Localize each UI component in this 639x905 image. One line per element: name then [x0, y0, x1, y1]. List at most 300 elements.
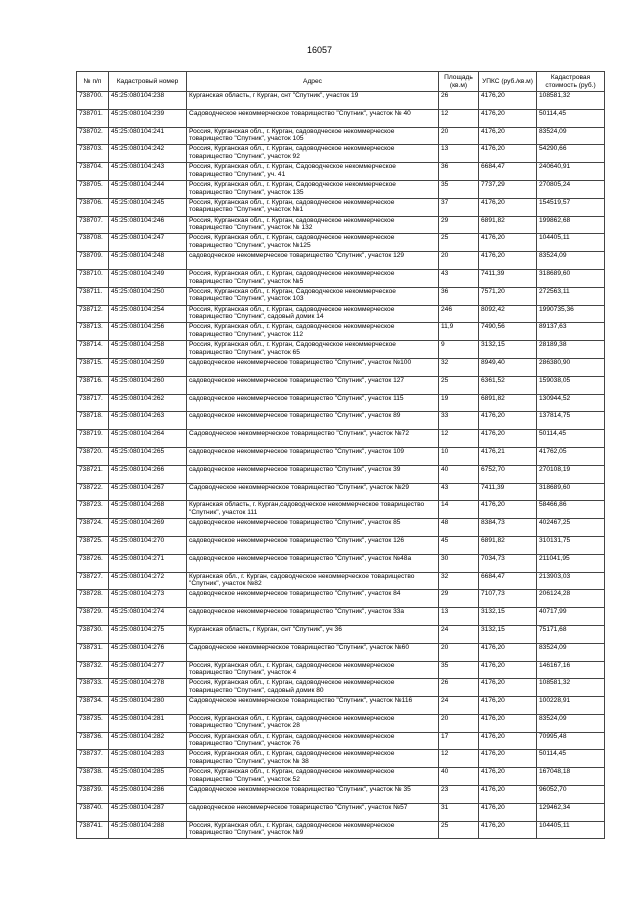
cell-address: Россия, Курганская обл., г. Курган, садоводческое некоммерческое товарищество "Спутник", участок № 132 — [187, 216, 439, 234]
cell-num: 738700. — [77, 92, 109, 110]
table-row — [77, 697, 605, 715]
cell-address: Садоводческое некоммерческое товарищество "Спутник", участок № 40 — [187, 109, 439, 127]
cell-upks: 4176,20 — [479, 679, 537, 697]
cell-address: Садоводческое некоммерческое товарищество "Спутник", участок №116 — [187, 697, 439, 715]
table-row — [77, 92, 605, 110]
cell-cadastral-cost: 104405,11 — [537, 821, 605, 839]
cell-cadastral-number: 45:25:080104:246 — [109, 216, 187, 234]
table-row — [77, 572, 605, 590]
cell-upks: 7107,73 — [479, 590, 537, 608]
table-row — [77, 554, 605, 572]
cell-address: Россия, Курганская обл., г. Курган, садоводческое некоммерческое товарищество "Спутник", садовый домик 14 — [187, 305, 439, 323]
cell-address: садоводческое некоммерческое товарищество "Спутник", участок 39 — [187, 465, 439, 483]
cell-cadastral-cost: 240640,91 — [537, 163, 605, 181]
cell-area: 25 — [439, 234, 479, 252]
table-row — [77, 750, 605, 768]
cell-area: 25 — [439, 821, 479, 839]
cell-cadastral-number: 45:25:080104:273 — [109, 590, 187, 608]
cell-upks: 4176,20 — [479, 732, 537, 750]
cell-num: 738734. — [77, 697, 109, 715]
table-row — [77, 180, 605, 198]
cell-cadastral-cost: 40717,99 — [537, 608, 605, 626]
cell-area: 36 — [439, 163, 479, 181]
cell-num: 738705. — [77, 180, 109, 198]
cell-cadastral-cost: 104405,11 — [537, 234, 605, 252]
cell-num: 738708. — [77, 234, 109, 252]
cell-cadastral-number: 45:25:080104:287 — [109, 803, 187, 821]
table-row — [77, 341, 605, 359]
cell-area: 35 — [439, 661, 479, 679]
cell-address: садоводческое некоммерческое товарищество "Спутник", участок 127 — [187, 376, 439, 394]
cell-area: 26 — [439, 92, 479, 110]
cell-cadastral-number: 45:25:080104:266 — [109, 465, 187, 483]
cell-upks: 6891,82 — [479, 394, 537, 412]
cell-cadastral-number: 45:25:080104:267 — [109, 483, 187, 501]
table-row — [77, 590, 605, 608]
cell-address: Россия, Курганская обл., г. Курган, садоводческое некоммерческое товарищество "Спутник", участок 112 — [187, 323, 439, 341]
cell-address: Россия, Курганская обл., г. Курган, Садоводческое некоммерческое товарищество "Спутник", участок 103 — [187, 287, 439, 305]
header-cadastral-number: Кадастровый номер — [109, 72, 187, 92]
cell-address: садоводческое некоммерческое товарищество "Спутник", участок 109 — [187, 447, 439, 465]
cell-cadastral-number: 45:25:080104:250 — [109, 287, 187, 305]
cell-cadastral-number: 45:25:080104:276 — [109, 643, 187, 661]
cell-address: садоводческое некоммерческое товарищество "Спутник", участок 126 — [187, 536, 439, 554]
cell-num: 738736. — [77, 732, 109, 750]
cell-area: 14 — [439, 501, 479, 519]
cell-upks: 6684,47 — [479, 572, 537, 590]
cell-num: 738709. — [77, 252, 109, 270]
table-row — [77, 163, 605, 181]
cell-cadastral-number: 45:25:080104:245 — [109, 198, 187, 216]
cell-area: 20 — [439, 252, 479, 270]
cell-area: 20 — [439, 714, 479, 732]
cell-cadastral-cost: 270108,19 — [537, 465, 605, 483]
cell-upks: 4176,20 — [479, 252, 537, 270]
cell-num: 738727. — [77, 572, 109, 590]
cell-num: 738740. — [77, 803, 109, 821]
table-row — [77, 127, 605, 145]
cell-upks: 3132,15 — [479, 608, 537, 626]
cell-upks: 7490,56 — [479, 323, 537, 341]
table-row — [77, 412, 605, 430]
cell-num: 738702. — [77, 127, 109, 145]
cell-area: 37 — [439, 198, 479, 216]
table-row — [77, 536, 605, 554]
cell-address: Россия, Курганская обл., г. Курган, садоводческое некоммерческое товарищество "Спутник", участок № 38 — [187, 750, 439, 768]
cell-address: садоводческое некоммерческое товарищество "Спутник", участок 85 — [187, 519, 439, 537]
cell-upks: 3132,15 — [479, 341, 537, 359]
cell-num: 738738. — [77, 768, 109, 786]
cell-cadastral-number: 45:25:080104:244 — [109, 180, 187, 198]
cell-num: 738741. — [77, 821, 109, 839]
cell-num: 738732. — [77, 661, 109, 679]
cell-address: Россия, Курганская обл., г. Курган, Садоводческое некоммерческое товарищество "Спутник", участок 65 — [187, 341, 439, 359]
cell-area: 20 — [439, 643, 479, 661]
cell-area: 23 — [439, 786, 479, 804]
cell-cadastral-number: 45:25:080104:265 — [109, 447, 187, 465]
header-num: № п/п — [77, 72, 109, 92]
cell-cadastral-number: 45:25:080104:248 — [109, 252, 187, 270]
cell-cadastral-cost: 270805,24 — [537, 180, 605, 198]
cell-cadastral-cost: 318689,60 — [537, 269, 605, 287]
table-row — [77, 608, 605, 626]
table-row — [77, 198, 605, 216]
cell-cadastral-cost: 100228,91 — [537, 697, 605, 715]
table-row — [77, 234, 605, 252]
table-body — [77, 92, 605, 839]
cell-area: 25 — [439, 376, 479, 394]
cell-num: 738737. — [77, 750, 109, 768]
cell-cadastral-number: 45:25:080104:268 — [109, 501, 187, 519]
cell-cadastral-cost: 108581,32 — [537, 92, 605, 110]
cell-cadastral-number: 45:25:080104:249 — [109, 269, 187, 287]
cell-area: 48 — [439, 519, 479, 537]
cell-address: Россия, Курганская обл., г. Курган, садоводческое некоммерческое товарищество "Спутник", участок 4 — [187, 661, 439, 679]
cell-address: Россия, Курганская обл., г. Курган, садоводческое некоммерческое товарищество "Спутник", участок 28 — [187, 714, 439, 732]
cell-cadastral-cost: 50114,45 — [537, 430, 605, 448]
cell-address: Садоводческое некоммерческое товарищество "Спутник", участок №60 — [187, 643, 439, 661]
cell-upks: 6891,82 — [479, 216, 537, 234]
cell-upks: 4176,21 — [479, 447, 537, 465]
cell-cadastral-cost: 199862,68 — [537, 216, 605, 234]
cell-cadastral-cost: 83524,09 — [537, 643, 605, 661]
table-row — [77, 447, 605, 465]
cell-area: 43 — [439, 269, 479, 287]
cell-upks: 6684,47 — [479, 163, 537, 181]
cell-upks: 7737,29 — [479, 180, 537, 198]
cell-cadastral-number: 45:25:080104:277 — [109, 661, 187, 679]
cell-cadastral-number: 45:25:080104:254 — [109, 305, 187, 323]
cell-cadastral-cost: 137814,75 — [537, 412, 605, 430]
cell-cadastral-number: 45:25:080104:262 — [109, 394, 187, 412]
cell-num: 738735. — [77, 714, 109, 732]
cell-upks: 4176,20 — [479, 412, 537, 430]
cell-area: 20 — [439, 127, 479, 145]
cell-upks: 4176,20 — [479, 92, 537, 110]
cell-num: 738728. — [77, 590, 109, 608]
cell-upks: 4176,20 — [479, 501, 537, 519]
cell-area: 24 — [439, 697, 479, 715]
cell-address: садоводческое некоммерческое товарищество "Спутник", участок №57 — [187, 803, 439, 821]
cell-cadastral-cost: 129462,34 — [537, 803, 605, 821]
cell-cadastral-cost: 70995,48 — [537, 732, 605, 750]
cell-cadastral-cost: 50114,45 — [537, 109, 605, 127]
cell-address: Россия, Курганская обл., г. Курган, Садоводческое некоммерческое товарищество "Спутник", участок 135 — [187, 180, 439, 198]
table-row — [77, 643, 605, 661]
cell-cadastral-cost: 159038,05 — [537, 376, 605, 394]
cell-upks: 3132,15 — [479, 625, 537, 643]
cell-cadastral-cost: 89137,63 — [537, 323, 605, 341]
cell-upks: 4176,20 — [479, 643, 537, 661]
cell-upks: 4176,20 — [479, 198, 537, 216]
cell-upks: 4176,20 — [479, 145, 537, 163]
cell-upks: 8092,42 — [479, 305, 537, 323]
cell-address: Курганская область, г Курган, снт "Спутник", уч 36 — [187, 625, 439, 643]
cell-upks: 4176,20 — [479, 768, 537, 786]
table-row — [77, 821, 605, 839]
table-row — [77, 430, 605, 448]
cell-num: 738719. — [77, 430, 109, 448]
cell-address: Садоводческое некоммерческое товарищество "Спутник", участок №29 — [187, 483, 439, 501]
cell-upks: 4176,20 — [479, 430, 537, 448]
table-row — [77, 661, 605, 679]
cell-num: 738715. — [77, 358, 109, 376]
cell-upks: 4176,20 — [479, 786, 537, 804]
cell-upks: 4176,20 — [479, 714, 537, 732]
cell-cadastral-number: 45:25:080104:278 — [109, 679, 187, 697]
cell-cadastral-number: 45:25:080104:272 — [109, 572, 187, 590]
cell-address: садоводческое некоммерческое товарищество "Спутник", участок №100 — [187, 358, 439, 376]
cell-area: 35 — [439, 180, 479, 198]
cell-cadastral-cost: 83524,09 — [537, 127, 605, 145]
table-row — [77, 269, 605, 287]
cell-upks: 4176,20 — [479, 697, 537, 715]
table-header-row — [77, 72, 605, 92]
cell-address: Россия, Курганская обл., г. Курган, садоводческое некоммерческое товарищество "Спутник", участок №9 — [187, 821, 439, 839]
cell-upks: 8384,73 — [479, 519, 537, 537]
cell-upks: 4176,20 — [479, 803, 537, 821]
cell-upks: 4176,20 — [479, 109, 537, 127]
cell-num: 738726. — [77, 554, 109, 572]
table-row — [77, 519, 605, 537]
table-row — [77, 323, 605, 341]
cell-upks: 4176,20 — [479, 821, 537, 839]
cell-cadastral-cost: 154519,57 — [537, 198, 605, 216]
cell-cadastral-number: 45:25:080104:241 — [109, 127, 187, 145]
table-row — [77, 501, 605, 519]
table-row — [77, 287, 605, 305]
cell-address: Россия, Курганская обл., г. Курган, садоводческое некоммерческое товарищество "Спутник", садовый домик 80 — [187, 679, 439, 697]
table-row — [77, 358, 605, 376]
cell-num: 738739. — [77, 786, 109, 804]
cell-cadastral-number: 45:25:080104:247 — [109, 234, 187, 252]
cell-cadastral-number: 45:25:080104:275 — [109, 625, 187, 643]
cell-area: 13 — [439, 608, 479, 626]
cell-address: Курганская область, г Курган, снт "Спутник", участок 19 — [187, 92, 439, 110]
cell-num: 738712. — [77, 305, 109, 323]
cell-num: 738706. — [77, 198, 109, 216]
cell-cadastral-cost: 50114,45 — [537, 750, 605, 768]
cell-area: 45 — [439, 536, 479, 554]
cell-address: садоводческое некоммерческое товарищество "Спутник", участок 129 — [187, 252, 439, 270]
cell-cadastral-number: 45:25:080104:274 — [109, 608, 187, 626]
cell-address: садоводческое некоммерческое товарищество "Спутник", участок 115 — [187, 394, 439, 412]
cell-cadastral-cost: 167048,18 — [537, 768, 605, 786]
cell-num: 738718. — [77, 412, 109, 430]
header-area: Площадь (кв.м) — [439, 72, 479, 92]
cell-address: Садоводческое некоммерческое товарищество "Спутник", участок №72 — [187, 430, 439, 448]
cell-area: 12 — [439, 430, 479, 448]
table-row — [77, 625, 605, 643]
cell-num: 738733. — [77, 679, 109, 697]
cell-num: 738701. — [77, 109, 109, 127]
cell-cadastral-number: 45:25:080104:270 — [109, 536, 187, 554]
cell-area: 26 — [439, 679, 479, 697]
cell-cadastral-number: 45:25:080104:269 — [109, 519, 187, 537]
cell-num: 738731. — [77, 643, 109, 661]
cell-upks: 4176,20 — [479, 127, 537, 145]
cell-cadastral-number: 45:25:080104:285 — [109, 768, 187, 786]
cell-address: садоводческое некоммерческое товарищество "Спутник", участок 33а — [187, 608, 439, 626]
cell-cadastral-number: 45:25:080104:238 — [109, 92, 187, 110]
header-address: Адрес — [187, 72, 439, 92]
cell-area: 12 — [439, 750, 479, 768]
cell-area: 29 — [439, 216, 479, 234]
cell-upks: 7034,73 — [479, 554, 537, 572]
cell-cadastral-number: 45:25:080104:288 — [109, 821, 187, 839]
cell-cadastral-cost: 286380,90 — [537, 358, 605, 376]
cell-cadastral-number: 45:25:080104:239 — [109, 109, 187, 127]
cell-address: Россия, Курганская обл., г. Курган, Садоводческое некоммерческое товарищество "Спутник", уч. 41 — [187, 163, 439, 181]
cell-upks: 8949,40 — [479, 358, 537, 376]
cell-area: 19 — [439, 394, 479, 412]
cell-cadastral-cost: 75171,68 — [537, 625, 605, 643]
cell-cadastral-cost: 318689,60 — [537, 483, 605, 501]
cell-address: садоводческое некоммерческое товарищество "Спутник", участок №48а — [187, 554, 439, 572]
cell-cadastral-number: 45:25:080104:271 — [109, 554, 187, 572]
table-row — [77, 376, 605, 394]
cell-cadastral-cost: 96052,70 — [537, 786, 605, 804]
cell-cadastral-cost: 41762,05 — [537, 447, 605, 465]
table-row — [77, 252, 605, 270]
cell-cadastral-number: 45:25:080104:258 — [109, 341, 187, 359]
cell-address: Россия, Курганская обл., г. Курган, садоводческое некоммерческое товарищество "Спутник", участок №1 — [187, 198, 439, 216]
cell-cadastral-cost: 402467,25 — [537, 519, 605, 537]
table-row — [77, 786, 605, 804]
cell-cadastral-number: 45:25:080104:243 — [109, 163, 187, 181]
cell-address: Россия, Курганская обл., г. Курган, садоводческое некоммерческое товарищество "Спутник", участок 52 — [187, 768, 439, 786]
cell-cadastral-cost: 108581,32 — [537, 679, 605, 697]
cell-upks: 6891,82 — [479, 536, 537, 554]
cell-num: 738723. — [77, 501, 109, 519]
cell-address: Садоводческое некоммерческое товарищество "Спутник", участок № 35 — [187, 786, 439, 804]
cell-num: 738703. — [77, 145, 109, 163]
cell-upks: 4176,20 — [479, 750, 537, 768]
cell-num: 738729. — [77, 608, 109, 626]
cell-cadastral-number: 45:25:080104:256 — [109, 323, 187, 341]
cell-address: садоводческое некоммерческое товарищество "Спутник", участок 89 — [187, 412, 439, 430]
cell-area: 29 — [439, 590, 479, 608]
cell-area: 9 — [439, 341, 479, 359]
cell-address: Курганская область, г. Курган,садоводческое некоммерческое товарищество "Спутник", участок 111 — [187, 501, 439, 519]
cell-area: 24 — [439, 625, 479, 643]
cell-area: 32 — [439, 358, 479, 376]
page-number: 16057 — [306, 45, 333, 55]
cell-cadastral-cost: 1990735,36 — [537, 305, 605, 323]
cell-area: 246 — [439, 305, 479, 323]
cell-area: 10 — [439, 447, 479, 465]
cell-area: 12 — [439, 109, 479, 127]
cell-address: Россия, Курганская обл., г. Курган, садоводческое некоммерческое товарищество "Спутник", участок 105 — [187, 127, 439, 145]
cell-upks: 6361,52 — [479, 376, 537, 394]
cell-upks: 7571,20 — [479, 287, 537, 305]
cell-cadastral-cost: 211041,95 — [537, 554, 605, 572]
table-row — [77, 768, 605, 786]
cell-area: 40 — [439, 465, 479, 483]
cell-cadastral-cost: 58466,86 — [537, 501, 605, 519]
cell-cadastral-cost: 130944,52 — [537, 394, 605, 412]
table-row — [77, 394, 605, 412]
table-row — [77, 483, 605, 501]
header-upks: УПКС (руб./кв.м) — [479, 72, 537, 92]
cell-address: садоводческое некоммерческое товарищество "Спутник", участок 84 — [187, 590, 439, 608]
cell-address: Россия, Курганская обл., г. Курган, садоводческое некоммерческое товарищество "Спутник", участок 76 — [187, 732, 439, 750]
cell-area: 30 — [439, 554, 479, 572]
cell-upks: 7411,39 — [479, 483, 537, 501]
cell-num: 738707. — [77, 216, 109, 234]
table-row — [77, 732, 605, 750]
cell-cadastral-cost: 83524,09 — [537, 714, 605, 732]
cell-cadastral-cost: 28189,38 — [537, 341, 605, 359]
cell-cadastral-number: 45:25:080104:286 — [109, 786, 187, 804]
cell-cadastral-cost: 54290,66 — [537, 145, 605, 163]
cell-cadastral-number: 45:25:080104:283 — [109, 750, 187, 768]
cell-address: Россия, Курганская обл., г. Курган, садоводческое некоммерческое товарищество "Спутник", участок 92 — [187, 145, 439, 163]
cell-area: 13 — [439, 145, 479, 163]
cell-num: 738720. — [77, 447, 109, 465]
cell-num: 738704. — [77, 163, 109, 181]
table-row — [77, 714, 605, 732]
cell-num: 738724. — [77, 519, 109, 537]
cell-area: 32 — [439, 572, 479, 590]
table-row — [77, 145, 605, 163]
cell-cadastral-number: 45:25:080104:280 — [109, 697, 187, 715]
cell-cadastral-number: 45:25:080104:242 — [109, 145, 187, 163]
cell-area: 33 — [439, 412, 479, 430]
table-row — [77, 109, 605, 127]
cell-area: 40 — [439, 768, 479, 786]
cell-area: 36 — [439, 287, 479, 305]
cell-cadastral-number: 45:25:080104:264 — [109, 430, 187, 448]
cell-num: 738725. — [77, 536, 109, 554]
cell-cadastral-cost: 83524,09 — [537, 252, 605, 270]
table-row — [77, 679, 605, 697]
cell-address: Россия, Курганская обл., г. Курган, садоводческое некоммерческое товарищество "Спутник", участок №5 — [187, 269, 439, 287]
cell-num: 738730. — [77, 625, 109, 643]
cell-cadastral-cost: 206124,28 — [537, 590, 605, 608]
cell-num: 738722. — [77, 483, 109, 501]
cell-upks: 7411,39 — [479, 269, 537, 287]
cell-cadastral-number: 45:25:080104:282 — [109, 732, 187, 750]
cell-cadastral-cost: 272563,11 — [537, 287, 605, 305]
cell-upks: 4176,20 — [479, 661, 537, 679]
cell-num: 738711. — [77, 287, 109, 305]
table-row — [77, 803, 605, 821]
cell-upks: 6752,70 — [479, 465, 537, 483]
cell-num: 738713. — [77, 323, 109, 341]
cell-num: 738717. — [77, 394, 109, 412]
cadastral-table — [76, 71, 605, 839]
table-row — [77, 465, 605, 483]
table-row — [77, 305, 605, 323]
cell-upks: 4176,20 — [479, 234, 537, 252]
cell-area: 11,9 — [439, 323, 479, 341]
cell-num: 738710. — [77, 269, 109, 287]
cell-cadastral-cost: 146167,16 — [537, 661, 605, 679]
cell-cadastral-cost: 310131,75 — [537, 536, 605, 554]
cell-cadastral-number: 45:25:080104:260 — [109, 376, 187, 394]
cell-cadastral-number: 45:25:080104:259 — [109, 358, 187, 376]
cell-area: 17 — [439, 732, 479, 750]
cell-num: 738714. — [77, 341, 109, 359]
cell-area: 43 — [439, 483, 479, 501]
cell-area: 31 — [439, 803, 479, 821]
cell-address: Россия, Курганская обл., г. Курган, садоводческое некоммерческое товарищество "Спутник", участок №125 — [187, 234, 439, 252]
cell-address: Курганская обл., г. Курган, садоводческое некоммерческое товарищество "Спутник", участок №82 — [187, 572, 439, 590]
cell-cadastral-number: 45:25:080104:281 — [109, 714, 187, 732]
cell-cadastral-cost: 213903,03 — [537, 572, 605, 590]
cell-cadastral-number: 45:25:080104:263 — [109, 412, 187, 430]
